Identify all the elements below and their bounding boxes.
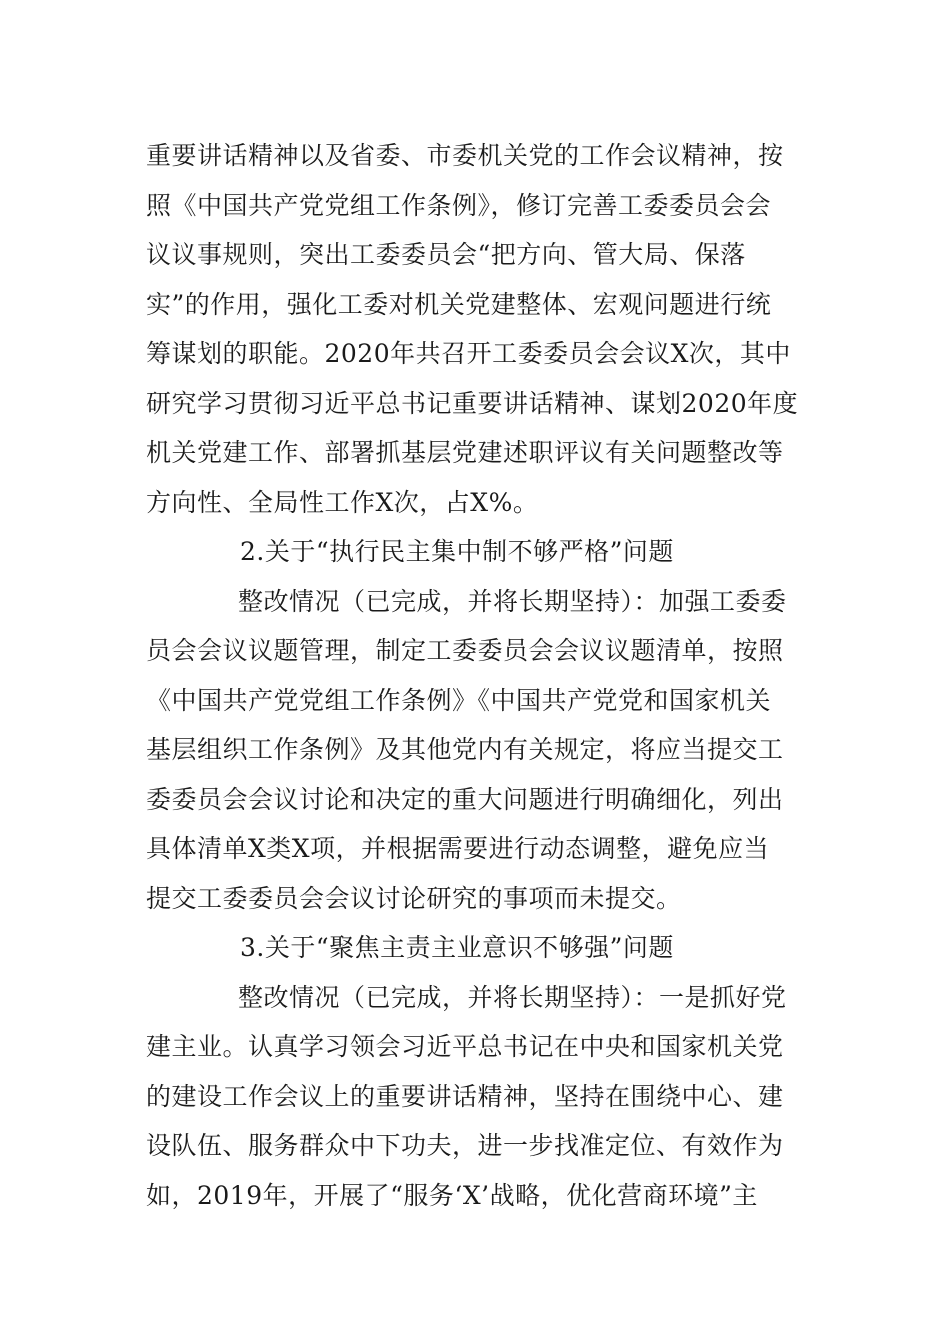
paragraph-line: 建主业。认真学习领会习近平总书记在中央和国家机关党 [146, 1032, 784, 1061]
paragraph-line: 具体清单X类X项，并根据需要进行动态调整，避免应当 [146, 834, 770, 863]
paragraph-line: 提交工委委员会会议讨论研究的事项而未提交。 [146, 883, 682, 913]
paragraph-line: 的建设工作会议上的重要讲话精神，坚持在围绕中心、建 [146, 1081, 784, 1111]
paragraph-line: 整改情况（已完成，并将长期坚持）：加强工委委 [238, 586, 787, 616]
paragraph-line: 基层组织工作条例》及其他党内有关规定，将应当提交工 [146, 735, 784, 764]
paragraph-line: 研究学习贯彻习近平总书记重要讲话精神、谋划2020年度 [146, 388, 799, 418]
paragraph-line: 筹谋划的职能。2020年共召开工委委员会会议X次，其中 [146, 339, 791, 368]
paragraph-line: 方向性、全局性工作X次，占X%。 [146, 487, 539, 517]
paragraph-line: 机关党建工作、部署抓基层党建述职评议有关问题整改等 [146, 438, 784, 467]
paragraph-line: 设队伍、服务群众中下功夫，进一步找准定位、有效作为 [146, 1131, 784, 1160]
paragraph-line: 如，2019年，开展了“服务‘X’战略，优化营商环境”主 [146, 1180, 758, 1210]
document-body [146, 131, 808, 1220]
paragraph-line: 整改情况（已完成，并将长期坚持）：一是抓好党 [238, 982, 787, 1012]
paragraph-line: 委委员会会议讨论和决定的重大问题进行明确细化，列出 [146, 784, 784, 814]
paragraph-line: 议议事规则，突出工委委员会“把方向、管大局、保落 [146, 240, 746, 269]
paragraph-line: 《中国共产党党组工作条例》《中国共产党党和国家机关 [146, 685, 772, 715]
section-heading: 2.关于“执行民主集中制不够严格”问题 [240, 537, 674, 566]
paragraph-line: 照《中国共产党党组工作条例》，修订完善工委委员会会 [146, 190, 772, 220]
paragraph-line: 员会会议议题管理，制定工委委员会会议议题清单，按照 [146, 636, 784, 665]
paragraph-line: 重要讲话精神以及省委、市委机关党的工作会议精神，按 [146, 141, 784, 170]
section-heading: 3.关于“聚焦主责主业意识不够强”问题 [240, 933, 674, 962]
paragraph-line: 实”的作用，强化工委对机关党建整体、宏观问题进行统 [146, 289, 772, 319]
